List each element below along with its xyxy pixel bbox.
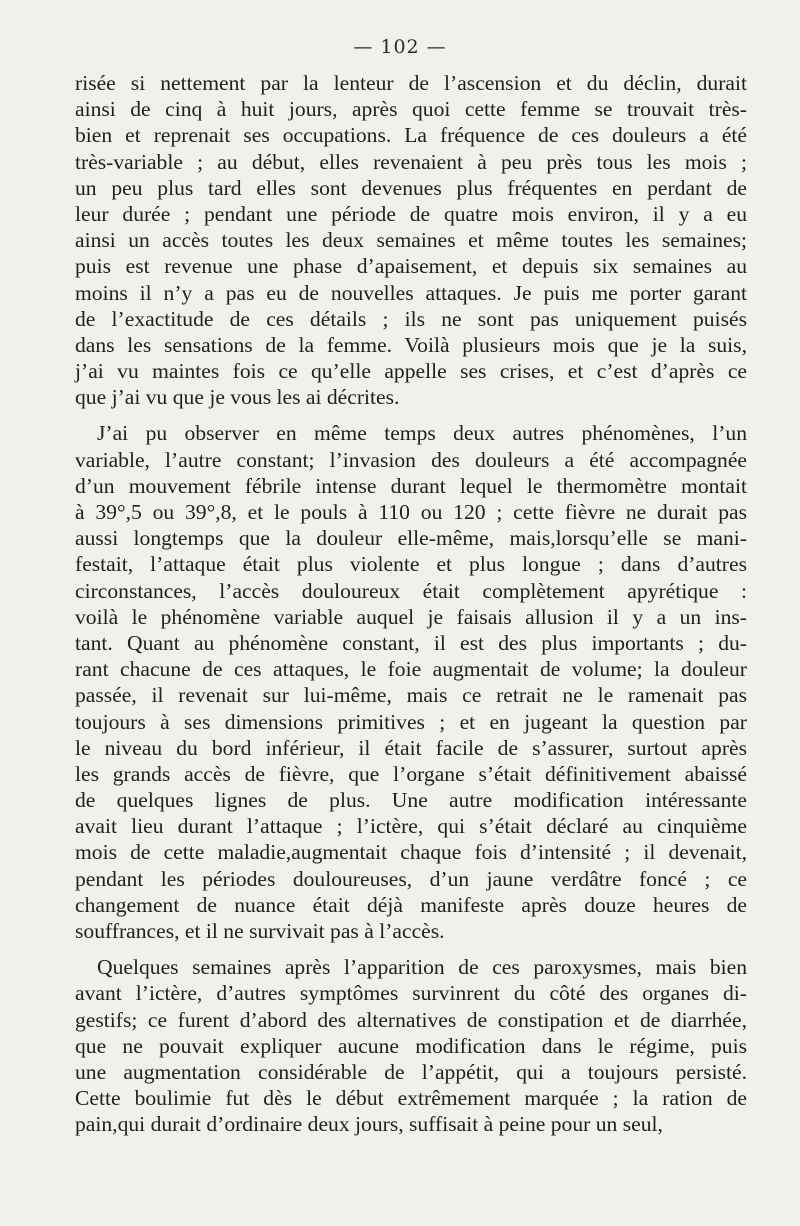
text-line: ainsi un accès toutes les deux semaines et même toutes les semaines; xyxy=(75,228,747,253)
text-line: circonstances, l’accès douloureux était complètement apyrétique : xyxy=(75,578,747,603)
text-line: tant. Quant au phénomène constant, il est des plus importants ; du- xyxy=(75,630,747,655)
text-line: Quelques semaines après l’apparition de ces paroxysmes, mais bien xyxy=(97,955,747,980)
text-line: variable, l’autre constant; l’invasion des douleurs a été accompagnée xyxy=(75,447,747,472)
text-line: avant l’ictère, d’autres symptômes survinrent du côté des organes di- xyxy=(75,981,747,1006)
text-line: risée si nettement par la lenteur de l’ascension et du déclin, durait xyxy=(75,71,747,95)
text-line: moins il n’y a pas eu de nouvelles attaques. Je puis me porter garant xyxy=(75,280,747,305)
text-line: rant chacune de ces attaques, le foie augmentait de volume; la douleur xyxy=(75,657,747,682)
text-line: à 39°,5 ou 39°,8, et le pouls à 110 ou 120 ; cette fièvre ne durait pas xyxy=(75,500,747,524)
text-line: avait lieu durant l’attaque ; l’ictère, qui s’était déclaré au cinquième xyxy=(75,814,747,839)
text-line: toujours à ses dimensions primitives ; et en jugeant la question par xyxy=(75,709,747,734)
text-line: gestifs; ce furent d’abord des alternatives de constipation et de diarrhée, xyxy=(75,1007,747,1032)
paragraph-2 xyxy=(75,420,747,944)
text-line: de l’exactitude de ces détails ; ils ne sont pas uniquement puisés xyxy=(75,306,747,331)
text-line: voilà le phénomène variable auquel je faisais allusion il y a un ins- xyxy=(75,604,747,629)
text-line: Cette boulimie fut dès le début extrêmement marquée ; la ration de xyxy=(75,1086,747,1111)
text-line: aussi longtemps que la douleur elle-même, mais,lorsqu’elle se mani- xyxy=(75,526,747,551)
text-line: puis est revenue une phase d’apaisement, et depuis six semaines au xyxy=(75,254,747,279)
text-line: d’un mouvement fébrile intense durant lequel le thermomètre montait xyxy=(75,473,747,498)
text-line: que ne pouvait expliquer aucune modification dans le régime, puis xyxy=(75,1033,747,1058)
text-line: les grands accès de fièvre, que l’organe s’était définitivement abaissé xyxy=(75,761,747,786)
text-line: J’ai pu observer en même temps deux autres phénomènes, l’un xyxy=(97,421,747,446)
text-line: changement de nuance était déjà manifeste après douze heures de xyxy=(75,892,747,917)
text-line: dans les sensations de la femme. Voilà plusieurs mois que je la suis, xyxy=(75,332,747,357)
body-text xyxy=(75,70,747,1138)
paragraph-3 xyxy=(75,954,747,1137)
text-line: le niveau du bord inférieur, il était facile de s’assurer, surtout après xyxy=(75,735,747,760)
text-line: festait, l’attaque était plus violente et plus longue ; dans d’autres xyxy=(75,552,747,577)
text-line: un peu plus tard elles sont devenues plus fréquentes en perdant de xyxy=(75,175,747,200)
text-line: pendant les périodes douloureuses, d’un jaune verdâtre foncé ; ce xyxy=(75,866,747,891)
text-line: de quelques lignes de plus. Une autre modification intéressante xyxy=(75,788,747,813)
text-line: très-variable ; au début, elles revenaient à peu près tous les mois ; xyxy=(75,149,747,174)
text-line: ainsi de cinq à huit jours, après quoi cette femme se trouvait très- xyxy=(75,97,747,122)
text-line: leur durée ; pendant une période de quatre mois environ, il y a eu xyxy=(75,201,747,226)
text-line: pain,qui durait d’ordinaire deux jours, suffisait à peine pour un seul, xyxy=(75,1112,663,1137)
text-line: bien et reprenait ses occupations. La fréquence de ces douleurs a été xyxy=(75,123,747,148)
text-line: passée, il revenait sur lui-même, mais ce retrait ne le ramenait pas xyxy=(75,683,747,708)
paragraph-1 xyxy=(75,70,747,410)
page-number: — 102 — xyxy=(353,36,447,58)
text-line: souffrances, et il ne survivait pas à l’accès. xyxy=(75,919,445,943)
text-line: j’ai vu maintes fois ce qu’elle appelle ses crises, et c’est d’après ce xyxy=(75,359,747,384)
text-line: que j’ai vu que je vous les ai décrites. xyxy=(75,385,400,410)
text-line: mois de cette maladie,augmentait chaque fois d’intensité ; il devenait, xyxy=(75,840,747,865)
text-line: une augmentation considérable de l’appétit, qui a toujours persisté. xyxy=(75,1059,747,1084)
